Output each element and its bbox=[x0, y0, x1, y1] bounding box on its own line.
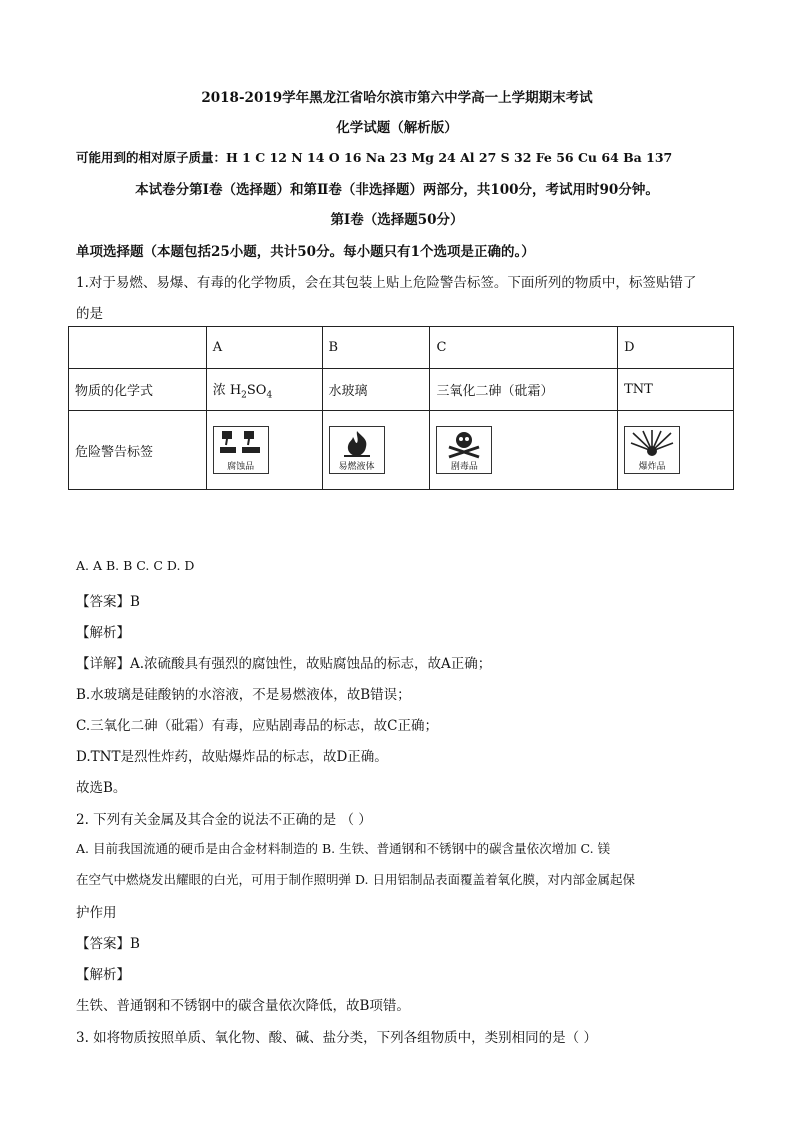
q1-answer: 【答案】B bbox=[76, 594, 140, 610]
formula-a: 浓 $H_2SO_4$ bbox=[206, 369, 322, 411]
section-instructions: 单项选择题（本题包括25小题，共计50分。每小题只有1个选项是正确的。） bbox=[76, 244, 535, 260]
table-cell: D bbox=[618, 327, 734, 369]
q1-analysis-line: D.TNT是烈性炸药，故贴爆炸品的标志，故D正确。 bbox=[76, 749, 388, 765]
table-header-row bbox=[69, 327, 734, 369]
q1-table bbox=[68, 326, 734, 490]
q1-analysis-line: 故选B。 bbox=[76, 780, 127, 796]
row-label-sign: 危险警告标签 bbox=[69, 411, 207, 490]
formula-b: 水玻璃 bbox=[322, 369, 430, 411]
q2-options-line3: 护作用 bbox=[76, 905, 117, 921]
q1-analysis-line: 【详解】A.浓硫酸具有强烈的腐蚀性，故贴腐蚀品的标志，故A正确； bbox=[76, 656, 492, 672]
table-row bbox=[69, 411, 734, 490]
table-cell: B bbox=[322, 327, 430, 369]
flammable-liquid-sign-icon: 易燃液体 bbox=[329, 426, 385, 474]
doc-subtitle: 化学试题（解析版） bbox=[336, 120, 458, 136]
corrosive-sign-icon: 腐蚀品 bbox=[213, 426, 269, 474]
table-cell bbox=[69, 327, 207, 369]
q1-analysis-line: B.水玻璃是硅酸钠的水溶液，不是易燃液体，故B错误； bbox=[76, 687, 411, 703]
q2-stem: 2. 下列有关金属及其合金的说法不正确的是 （ ） bbox=[76, 812, 372, 828]
q2-answer: 【答案】B bbox=[76, 936, 140, 952]
q1-stem-line1: 1.对于易燃、易爆、有毒的化学物质，会在其包装上贴上危险警告标签。下面所列的物质中，标签贴错了 bbox=[76, 275, 697, 291]
explosive-sign-icon: 爆炸品 bbox=[624, 426, 680, 474]
q2-analysis: 生铁、普通钢和不锈钢中的碳含量依次降低，故B项错。 bbox=[76, 998, 410, 1014]
table-cell: A bbox=[206, 327, 322, 369]
q1-stem-line2: 的是 bbox=[76, 306, 103, 322]
atomic-masses: 可能用到的相对原子质量：H 1 C 12 N 14 O 16 Na 23 Mg 24 Al 27 S 32 Fe 56 Cu 64 Ba 137 bbox=[76, 150, 673, 165]
doc-title: 2018-2019学年黑龙江省哈尔滨市第六中学高一上学期期末考试 bbox=[201, 90, 593, 106]
q2-analysis-head: 【解析】 bbox=[76, 967, 130, 983]
q1-options: A. A B. B C. C D. D bbox=[76, 558, 195, 573]
table-cell: C bbox=[430, 327, 618, 369]
toxic-sign-icon: 剧毒品 bbox=[436, 426, 492, 474]
q2-options-line1: A. 目前我国流通的硬币是由合金材料制造的 B. 生铁、普通钢和不锈钢中的碳含量依次增加 C. 镁 bbox=[76, 841, 611, 856]
q1-analysis-line: C.三氧化二砷（砒霜）有毒，应贴剧毒品的标志，故C正确； bbox=[76, 718, 438, 734]
q1-analysis-head: 【解析】 bbox=[76, 625, 130, 641]
q2-options-line2: 在空气中燃烧发出耀眼的白光，可用于制作照明弹 D. 日用铝制品表面覆盖着氧化膜，对内部金属起保 bbox=[76, 872, 635, 887]
section-title: 第Ⅰ卷（选择题50分） bbox=[330, 212, 464, 228]
table-row bbox=[69, 369, 734, 411]
q3-stem: 3. 如将物质按照单质、氧化物、酸、碱、盐分类，下列各组物质中，类别相同的是（ ） bbox=[76, 1030, 597, 1046]
formula-c: 三氧化二砷（砒霜） bbox=[430, 369, 618, 411]
exam-info: 本试卷分第Ⅰ卷（选择题）和第Ⅱ卷（非选择题）两部分，共100分，考试用时90分钟。 bbox=[135, 182, 659, 198]
formula-d: TNT bbox=[618, 369, 734, 411]
row-label-formula: 物质的化学式 bbox=[69, 369, 207, 411]
